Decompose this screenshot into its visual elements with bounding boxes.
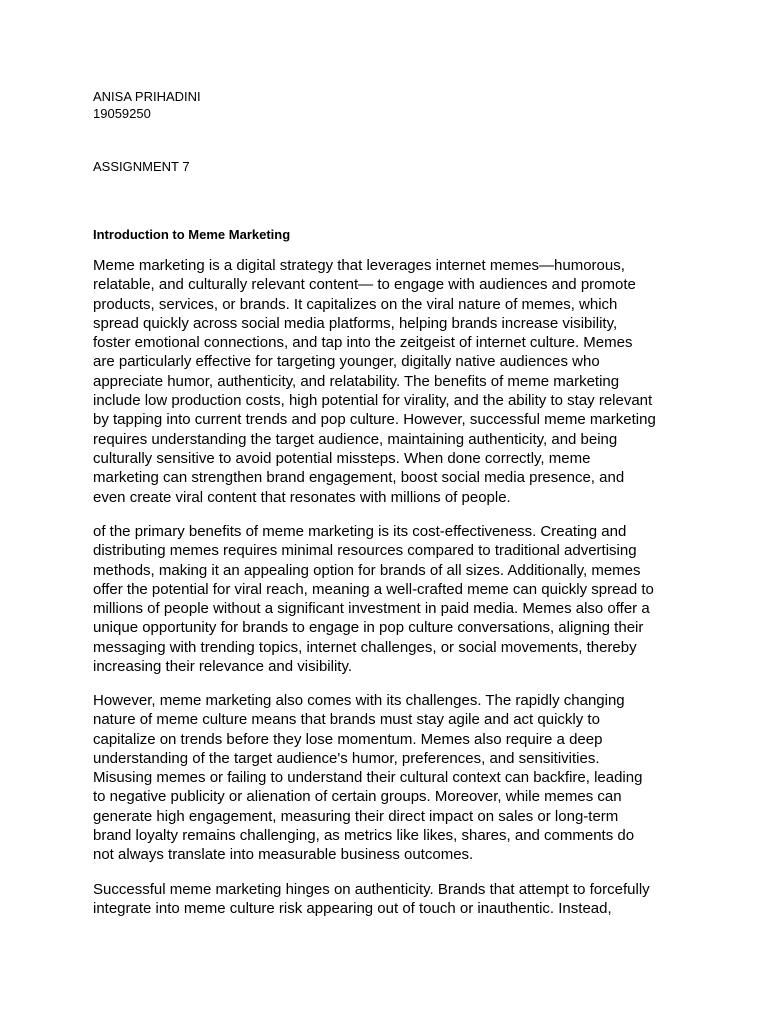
paragraph-line: offer the potential for viral reach, meaning a well-crafted meme can quickly spread to xyxy=(93,580,654,598)
paragraph-line: Misusing memes or failing to understand their cultural context can backfire, leading xyxy=(93,769,643,787)
paragraph-line: to negative publicity or alienation of certain groups. Moreover, while memes can xyxy=(93,788,622,806)
paragraph-line: foster emotional connections, and tap into the zeitgeist of internet culture. Memes xyxy=(93,334,633,352)
paragraph-line: of the primary benefits of meme marketing is its cost-effectiveness. Creating and xyxy=(93,523,627,540)
paragraph-line: even create viral content that resonates with millions of people. xyxy=(93,488,511,506)
paragraph-line: not always translate into measurable business outcomes. xyxy=(93,846,474,864)
paragraph-line: relatable, and culturally relevant content— to engage with audiences and promote xyxy=(93,276,636,294)
section-heading: Introduction to Meme Marketing xyxy=(93,227,291,242)
paragraph-line: nature of meme culture means that brands must stay agile and act quickly to xyxy=(93,711,600,729)
paragraph-line: by tapping into current trends and pop culture. However, successful meme marketing xyxy=(93,411,656,429)
paragraph-line: unique opportunity for brands to engage in pop culture conversations, aligning their xyxy=(93,619,644,637)
assignment-title: ASSIGNMENT 7 xyxy=(93,159,190,174)
paragraph-line: requires understanding the target audience, maintaining authenticity, and being xyxy=(93,430,618,448)
paragraph-line: are particularly effective for targeting younger, digitally native audiences who xyxy=(93,353,600,371)
paragraph-line: integrate into meme culture risk appearing out of touch or inauthentic. Instead, xyxy=(93,900,612,918)
paragraph-4 xyxy=(93,880,683,919)
paragraph-line: millions of people without a significant investment in paid media. Memes also offer a xyxy=(93,600,650,618)
paragraph-line: appreciate humor, authenticity, and relatability. The benefits of meme marketing xyxy=(93,372,620,390)
paragraph-3 xyxy=(93,691,683,865)
paragraph-line: generate high engagement, measuring their direct impact on sales or long-term xyxy=(93,807,619,825)
paragraph-line: methods, making it an appealing option for brands of all sizes. Additionally, memes xyxy=(93,561,641,579)
student-id: 19059250 xyxy=(93,106,151,121)
paragraph-line: culturally sensitive to avoid potential missteps. When done correctly, meme xyxy=(93,449,591,467)
paragraph-line: Successful meme marketing hinges on authenticity. Brands that attempt to forcefully xyxy=(93,881,650,898)
paragraph-line: Meme marketing is a digital strategy that leverages internet memes—humorous, xyxy=(93,257,625,274)
paragraph-line: marketing can strengthen brand engagement, boost social media presence, and xyxy=(93,469,625,487)
paragraph-line: increasing their relevance and visibility. xyxy=(93,658,353,676)
paragraph-line: products, services, or brands. It capitalizes on the viral nature of memes, which xyxy=(93,295,618,313)
paragraph-line: messaging with trending topics, internet challenges, or social movements, thereby xyxy=(93,638,637,656)
paragraph-line: However, meme marketing also comes with its challenges. The rapidly changing xyxy=(93,692,625,709)
paragraph-line: distributing memes requires minimal resources compared to traditional advertising xyxy=(93,542,637,560)
paragraph-line: understanding of the target audience's humor, preferences, and sensitivities. xyxy=(93,749,600,767)
paragraph-line: include low production costs, high potential for virality, and the ability to stay relevant xyxy=(93,392,653,410)
paragraph-line: spread quickly across social media platforms, helping brands increase visibility, xyxy=(93,314,618,332)
author-name: ANISA PRIHADINI xyxy=(93,89,201,104)
paragraph-line: capitalize on trends before they lose momentum. Memes also require a deep xyxy=(93,730,603,748)
author-block xyxy=(93,88,201,122)
paragraph-line: brand loyalty remains challenging, as metrics like likes, shares, and comments do xyxy=(93,827,635,845)
paragraph-1 xyxy=(93,256,683,507)
paragraph-2 xyxy=(93,522,683,676)
